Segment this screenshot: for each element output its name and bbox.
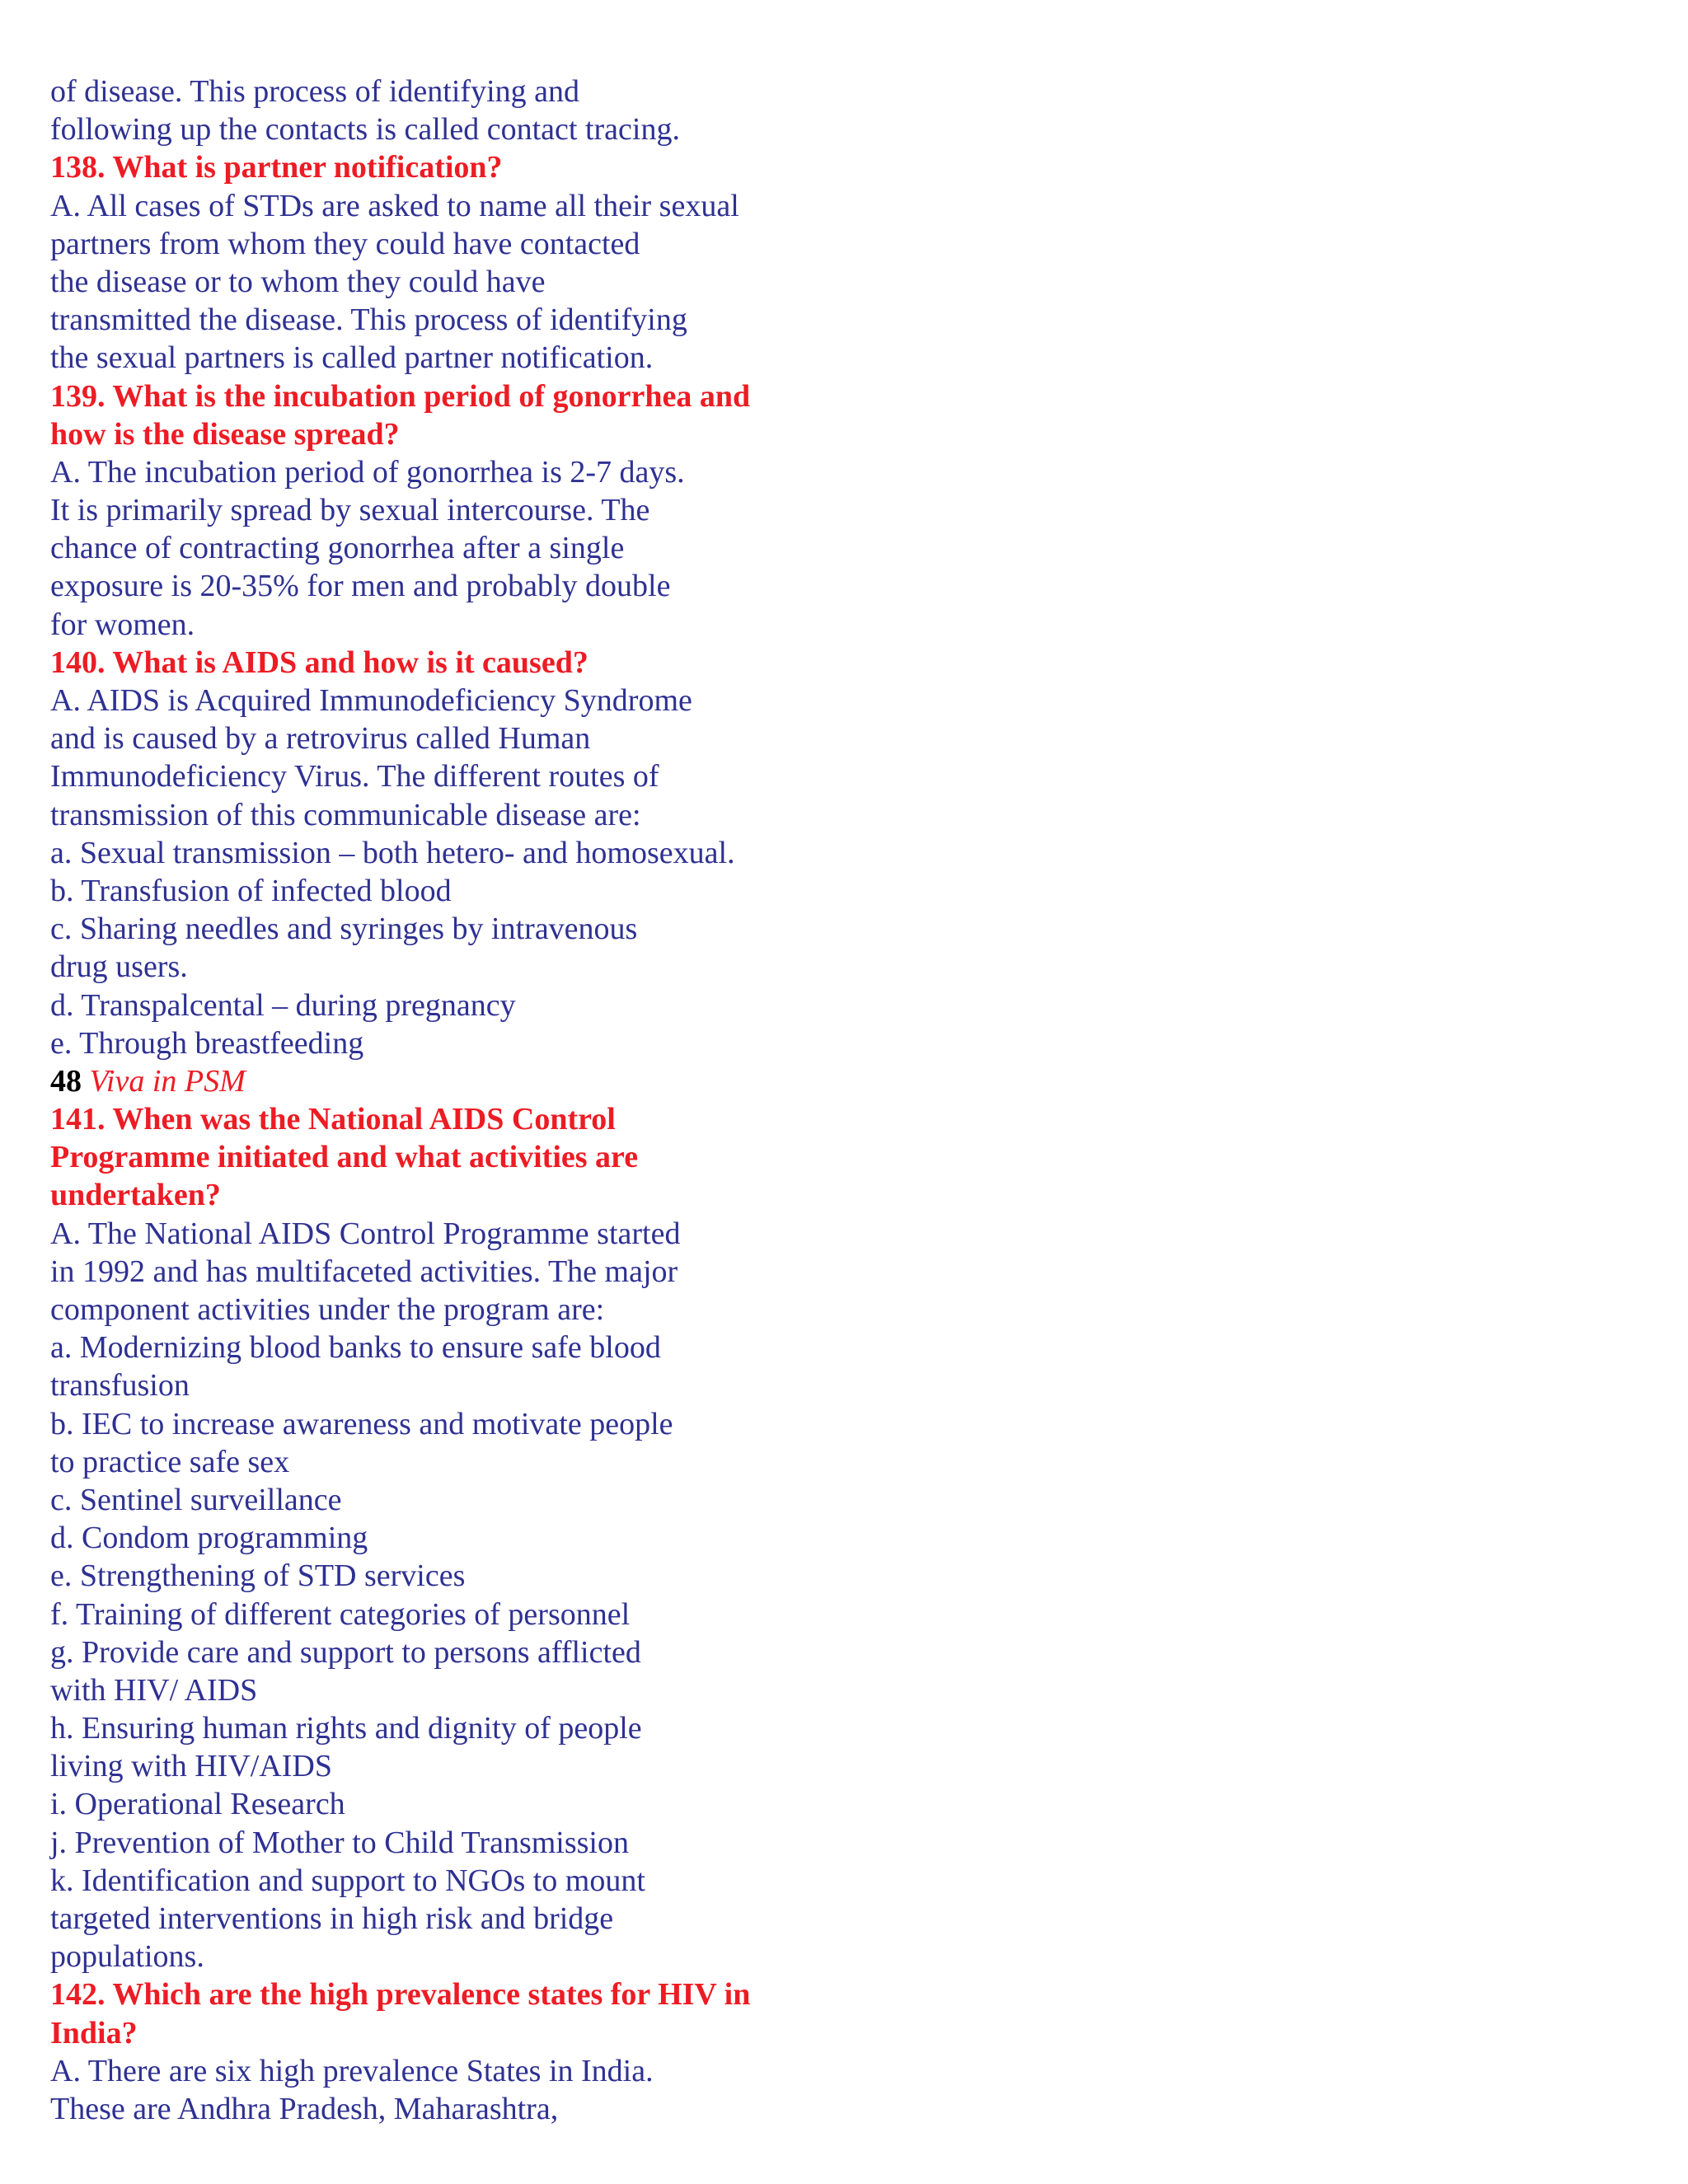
answer-line: A. The National AIDS Control Programme started (50, 1216, 681, 1251)
answer-line: A. The incubation period of gonorrhea is 2-7 days. (50, 454, 685, 490)
answer-line: e. Strengthening of STD services (50, 1558, 466, 1594)
text-block-before-footer (50, 73, 874, 1062)
answer-line: transfusion (50, 1368, 190, 1404)
answer-line: e. Through breastfeeding (50, 1025, 364, 1061)
answer-line: These are Andhra Pradesh, Maharashtra, (50, 2091, 559, 2126)
answer-line: c. Sentinel surveillance (50, 1482, 342, 1517)
answer-line: A. AIDS is Acquired Immunodeficiency Syndrome (50, 683, 692, 718)
answer-line: A. All cases of STDs are asked to name all their sexual (50, 188, 739, 223)
question-line: India? (50, 2015, 138, 2050)
answer-line: with HIV/ AIDS (50, 1672, 258, 1708)
question-line: undertaken? (50, 1178, 221, 1213)
answer-line: populations. (50, 1939, 204, 1975)
answer-line: c. Sharing needles and syringes by intravenous (50, 912, 638, 947)
answer-line: chance of contracting gonorrhea after a single (50, 531, 625, 566)
answer-line: transmitted the disease. This process of identifying (50, 302, 687, 338)
answer-line: the disease or to whom they could have (50, 264, 546, 299)
question-line: 142. Which are the high prevalence states for HIV in (50, 1977, 751, 2013)
answer-line: and is caused by a retrovirus called Human (50, 721, 591, 757)
answer-line: partners from whom they could have contacted (50, 226, 640, 261)
answer-line: targeted interventions in high risk and bridge (50, 1901, 614, 1936)
answer-line: b. Transfusion of infected blood (50, 873, 452, 908)
question-line: Programme initiated and what activities are (50, 1140, 639, 1175)
answer-line: a. Sexual transmission – both hetero- and homosexual. (50, 835, 735, 870)
question-line: how is the disease spread? (50, 416, 400, 452)
question-line: 139. What is the incubation period of gonorrhea and (50, 378, 751, 414)
answer-line: d. Transpalcental – during pregnancy (50, 987, 516, 1023)
answer-line: d. Condom programming (50, 1521, 368, 1556)
answer-line: b. IEC to increase awareness and motivate people (50, 1406, 673, 1441)
page-footer (50, 1062, 874, 1100)
answer-line: component activities under the program are: (50, 1292, 605, 1327)
answer-line: transmission of this communicable disease are: (50, 797, 641, 832)
answer-line: for women. (50, 607, 195, 642)
answer-line: a. Modernizing blood banks to ensure safe blood (50, 1330, 661, 1366)
answer-line: It is primarily spread by sexual intercourse. The (50, 493, 650, 528)
answer-line: drug users. (50, 949, 188, 985)
book-title: Viva in PSM (89, 1063, 246, 1099)
answer-line: k. Identification and support to NGOs to mount (50, 1863, 645, 1898)
document-page (50, 73, 874, 2128)
answer-line: living with HIV/AIDS (50, 1749, 332, 1784)
answer-line: in 1992 and has multifaceted activities. The major (50, 1254, 678, 1289)
answer-line: Immunodeficiency Virus. The different routes of (50, 759, 659, 794)
answer-line: A. There are six high prevalence States in India. (50, 2053, 654, 2088)
answer-line: to practice safe sex (50, 1444, 290, 1479)
answer-line: following up the contacts is called contact tracing. (50, 112, 680, 148)
answer-line: the sexual partners is called partner notification. (50, 340, 654, 376)
page-number: 48 (50, 1063, 82, 1099)
answer-line: f. Training of different categories of personnel (50, 1596, 631, 1632)
answer-line: j. Prevention of Mother to Child Transmission (50, 1825, 629, 1860)
question-line: 140. What is AIDS and how is it caused? (50, 644, 588, 680)
answer-line: i. Operational Research (50, 1787, 345, 1822)
question-line: 141. When was the National AIDS Control (50, 1102, 616, 1137)
text-block-after-footer (50, 1100, 874, 2128)
answer-line: h. Ensuring human rights and dignity of people (50, 1711, 642, 1746)
answer-line: exposure is 20-35% for men and probably double (50, 569, 671, 604)
question-line: 138. What is partner notification? (50, 150, 503, 185)
answer-line: of disease. This process of identifying and (50, 74, 579, 109)
answer-line: g. Provide care and support to persons afflicted (50, 1634, 641, 1670)
